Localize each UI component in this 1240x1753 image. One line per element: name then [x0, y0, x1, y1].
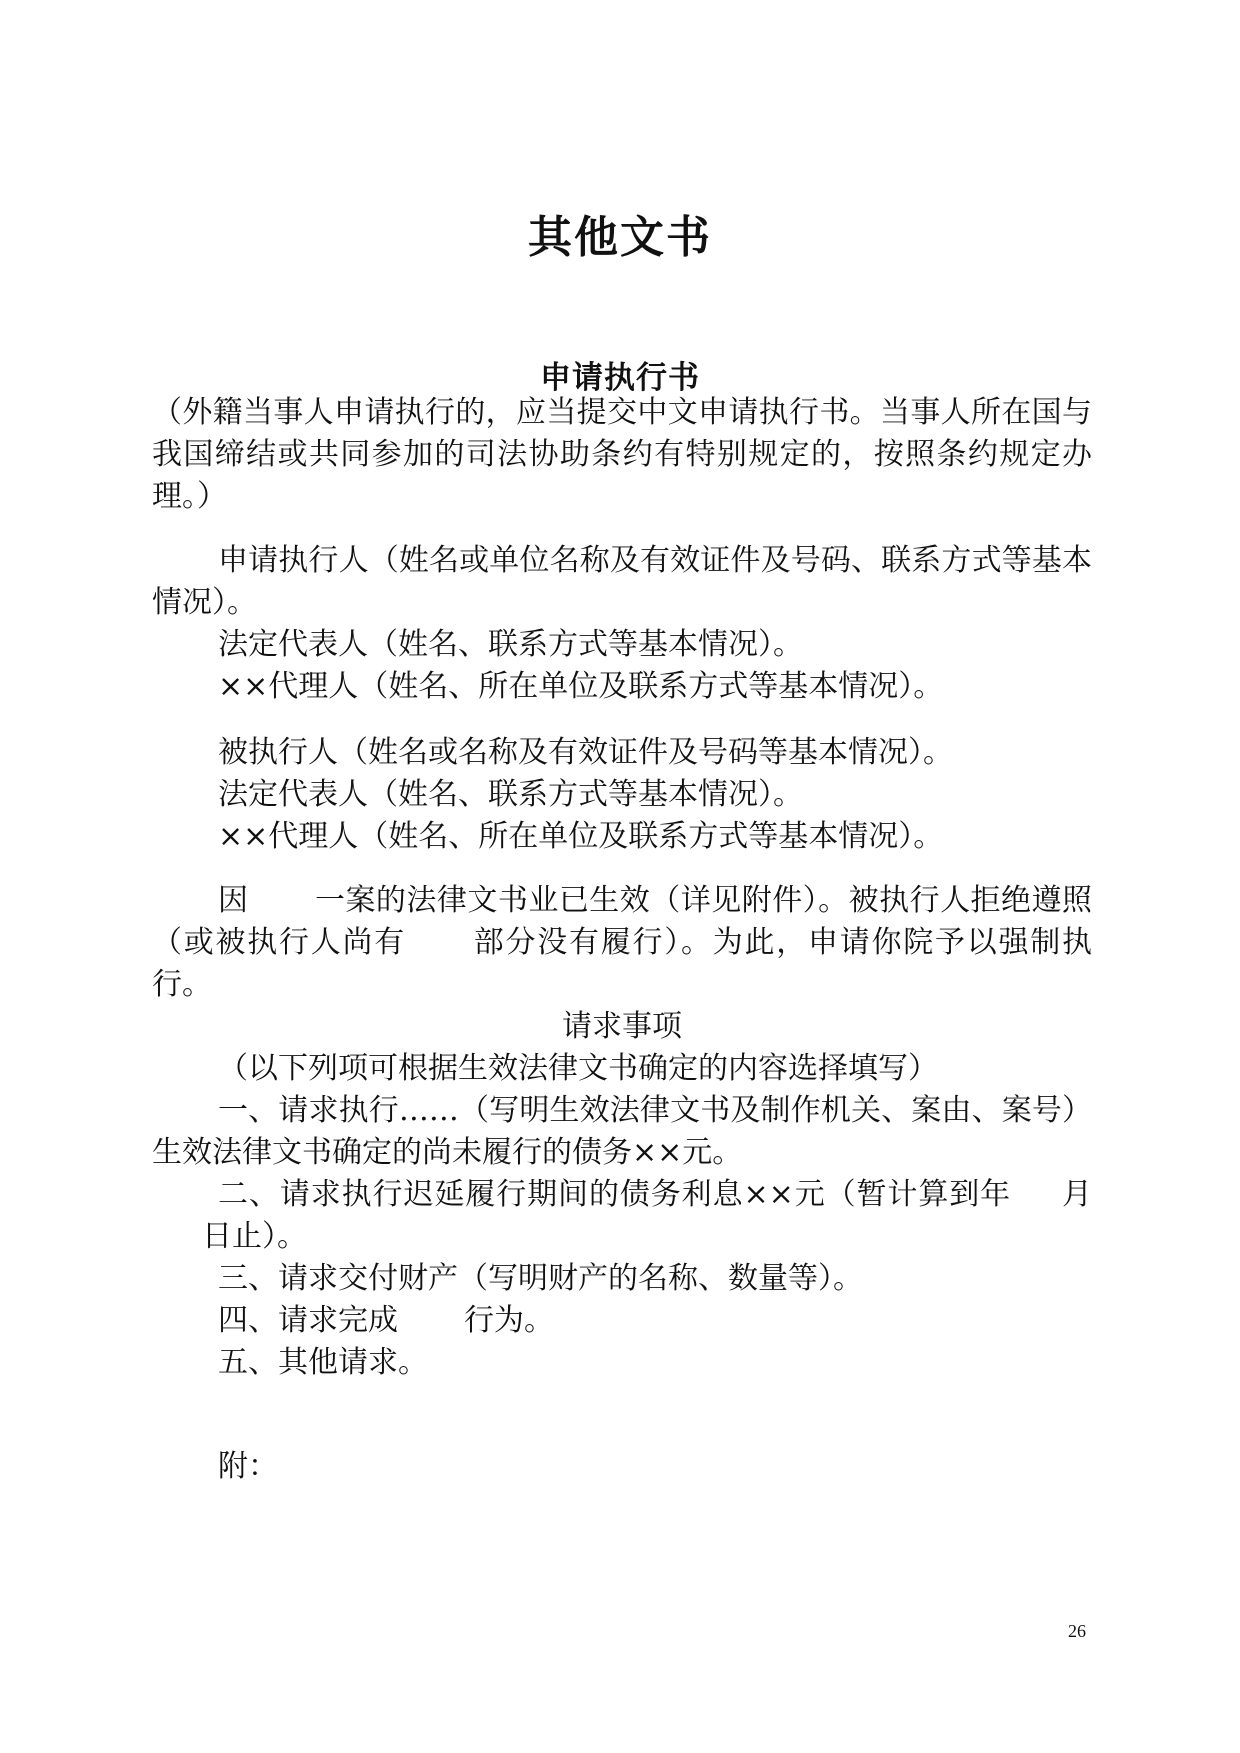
note-block — [152, 392, 1092, 518]
request-item-4 — [152, 1300, 1092, 1342]
facts-part-1: 因 — [218, 883, 249, 918]
request-item-2-part-3: 日止）。 — [202, 1219, 307, 1254]
request-item-2-part-1: 二、请求执行迟延履行期间的债务利息××元（暂计算到年 — [218, 1177, 1012, 1212]
applicant-agent-line: ××代理人（姓名、所在单位及联系方式等基本情况）。 — [218, 669, 944, 704]
request-item-2-part-2: 月 — [1061, 1177, 1093, 1212]
facts-paragraph — [152, 880, 1092, 1006]
request-item-4-part-2: 行为。 — [464, 1303, 554, 1338]
requests-instruction: （以下列项可根据生效法律文书确定的内容选择填写） — [218, 1051, 938, 1086]
respondent-line: 被执行人（姓名或名称及有效证件及号码等基本情况）。 — [218, 735, 953, 770]
respondent-agent-line: ××代理人（姓名、所在单位及联系方式等基本情况）。 — [218, 819, 944, 854]
attachment-block — [152, 1446, 1092, 1488]
applicant-legal-rep-line: 法定代表人（姓名、联系方式等基本情况）。 — [218, 627, 803, 662]
respondent-block — [152, 732, 1092, 858]
requests-heading: 请求事项 — [562, 1009, 682, 1044]
applicant-line: 申请执行人（姓名或单位名称及有效证件及号码、联系方式等基本情况）。 — [152, 543, 1092, 620]
page-number: 26 — [1068, 1621, 1086, 1641]
applicant-block — [152, 540, 1092, 708]
request-item-2 — [152, 1174, 1092, 1258]
facts-part-3: 部分没有履行）。为此，申请你院予以强制执行。 — [152, 925, 1092, 1002]
request-item-4-part-1: 四、请求完成 — [218, 1303, 398, 1338]
document-title: 其他文书 — [528, 212, 712, 263]
form-title: 申请执行书 — [540, 360, 700, 396]
request-item-1: 一、请求执行……（写明生效法律文书及制作机关、案由、案号）生效法律文书确定的尚未履行的债务××元。 — [152, 1093, 1092, 1170]
request-item-3: 三、请求交付财产（写明财产的名称、数量等）。 — [218, 1261, 863, 1296]
facts-part-2: 一案的法律文书业已生效（详见附件）。被执行人拒绝遵照（或被执行人尚有 — [152, 883, 1093, 960]
request-item-5: 五、其他请求。 — [218, 1345, 428, 1380]
note-paragraph: （外籍当事人申请执行的，应当提交中文申请执行书。当事人所在国与我国缔结或共同参加的司法协助条约有特别规定的，按照条约规定办理。） — [152, 395, 1092, 514]
facts-block — [152, 880, 1092, 1384]
respondent-legal-rep-line: 法定代表人（姓名、联系方式等基本情况）。 — [218, 777, 803, 812]
attachment-label: 附： — [218, 1449, 278, 1484]
